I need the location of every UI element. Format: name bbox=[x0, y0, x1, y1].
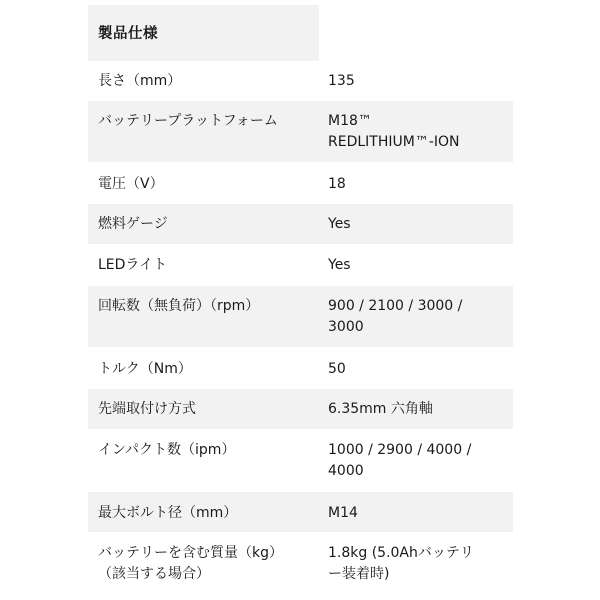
spec-row bbox=[88, 533, 513, 595]
spec-label: インパクト数（ipm） bbox=[98, 442, 236, 458]
spec-value: 1000 / 2900 / 4000 / 4000 bbox=[328, 442, 472, 479]
spec-value: 6.35mm 六角軸 bbox=[328, 401, 433, 417]
spec-value: 135 bbox=[328, 73, 355, 89]
spec-value: Yes bbox=[328, 257, 351, 273]
spec-row bbox=[88, 163, 513, 204]
spec-value: M18™ REDLITHIUM™-ION bbox=[328, 113, 460, 150]
spec-row bbox=[88, 430, 513, 492]
spec-table bbox=[88, 61, 513, 595]
spec-label: 先端取付け方式 bbox=[98, 401, 196, 417]
spec-label: 燃料ゲージ bbox=[98, 216, 168, 232]
spec-value: 900 / 2100 / 3000 / 3000 bbox=[328, 298, 463, 335]
spec-row bbox=[88, 286, 513, 348]
spec-row bbox=[88, 61, 513, 101]
spec-value: 50 bbox=[328, 361, 346, 377]
spec-title: 製品仕様 bbox=[88, 5, 319, 61]
spec-label: 回転数（無負荷）（rpm） bbox=[98, 298, 260, 314]
spec-value: 18 bbox=[328, 176, 346, 192]
spec-label: 最大ボルト径（mm） bbox=[98, 505, 238, 521]
spec-label: トルク（Nm） bbox=[98, 361, 192, 377]
spec-label: 長さ（mm） bbox=[98, 73, 182, 89]
spec-value: 1.8kg (5.0Ahバッテリ ー装着時) bbox=[328, 545, 474, 582]
spec-row bbox=[88, 101, 513, 163]
spec-label: バッテリープラットフォーム bbox=[98, 113, 278, 129]
spec-value: M14 bbox=[328, 505, 358, 521]
spec-label: バッテリーを含む質量（kg） （該当する場合） bbox=[98, 545, 283, 582]
spec-row bbox=[88, 348, 513, 389]
spec-value: Yes bbox=[328, 216, 351, 232]
spec-section bbox=[88, 5, 513, 595]
spec-row bbox=[88, 204, 513, 245]
spec-row bbox=[88, 492, 513, 533]
spec-label: 電圧（V） bbox=[98, 176, 164, 192]
spec-row bbox=[88, 245, 513, 286]
spec-row bbox=[88, 389, 513, 430]
spec-label: LEDライト bbox=[98, 257, 168, 273]
